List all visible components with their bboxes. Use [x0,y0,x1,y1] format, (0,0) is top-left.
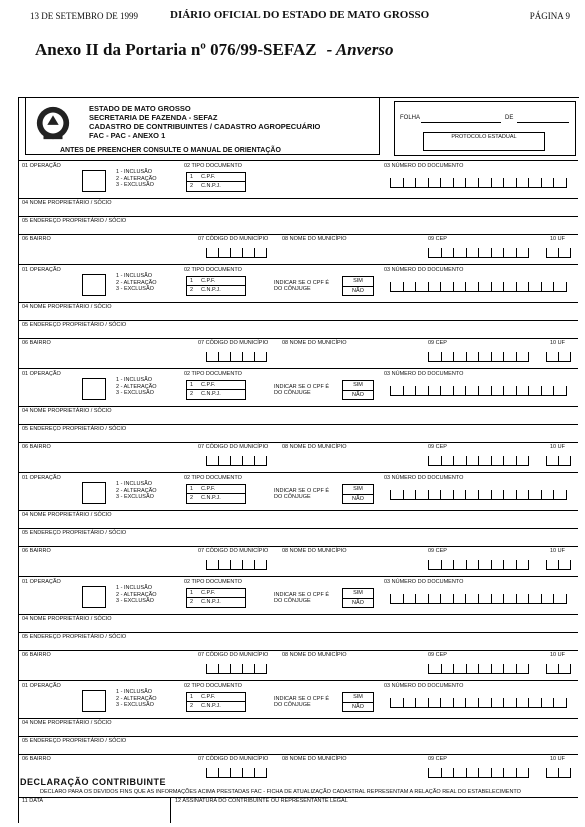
header-line: CADASTRO DE CONTRIBUINTES / CADASTRO AGROPECUÁRIO [89,122,321,131]
uf-label: 10 UF [550,340,565,346]
header-line: SECRETARIA DE FAZENDA - SEFAZ [89,113,218,122]
option-item: 1 - INCLUSÃO [116,273,153,279]
document-type-box[interactable] [186,380,246,400]
form-header-lines [89,104,320,140]
cnpj-option[interactable]: 2 C.N.P.J. [190,495,221,501]
cep-label: 09 CEP [428,652,447,658]
option-item: 2 - ALTERAÇÃO [116,487,157,494]
row-line [18,216,578,217]
nome-label: 04 NOME PROPRIETÁRIO / SÓCIO [22,200,112,206]
nome-label: 04 NOME PROPRIETÁRIO / SÓCIO [22,512,112,518]
uf-label: 10 UF [550,652,565,658]
yes-option[interactable]: SIM [343,277,373,287]
uf-label: 10 UF [550,548,565,554]
document-type-box[interactable] [186,172,246,192]
numero-documento-label: 03 NÚMERO DO DOCUMENTO [384,371,464,377]
option-item: 3 - EXCLUSÃO [116,598,154,604]
tipo-documento-label: 02 TIPO DOCUMENTO [184,163,242,169]
row-line [18,650,578,651]
bairro-label: 06 BAIRRO [22,444,51,450]
option-item: 2 - ALTERAÇÃO [116,175,157,182]
operacao-options [116,273,157,293]
operacao-label: 01 OPERAÇÃO [22,579,61,585]
record-block [18,264,578,366]
conjuge-label: INDICAR SE O CPF É DO CÔNJUGE [274,488,330,500]
row-line [18,368,578,369]
header-line: ESTADO DE MATO GROSSO [89,104,191,113]
cod-municipio-label: 07 CÓDIGO DO MUNICÍPIO [198,444,269,450]
numero-documento-label: 03 NÚMERO DO DOCUMENTO [384,267,464,273]
nome-municipio-label: 08 NOME DO MUNICÍPIO [282,340,347,346]
endereco-label: 05 ENDEREÇO PROPRIETÁRIO / SÓCIO [22,738,127,744]
protocol-box[interactable] [423,132,545,151]
cnpj-option[interactable]: 2 C.N.P.J. [190,703,221,709]
operacao-input[interactable] [82,274,106,296]
option-item: 3 - EXCLUSÃO [116,286,154,292]
uf-input[interactable] [546,768,570,778]
cnpj-option[interactable]: 2 C.N.P.J. [190,183,221,189]
cod-municipio-label: 07 CÓDIGO DO MUNICÍPIO [198,548,269,554]
nome-label: 04 NOME PROPRIETÁRIO / SÓCIO [22,616,112,622]
nome-municipio-label: 08 NOME DO MUNICÍPIO [282,652,347,658]
tipo-documento-label: 02 TIPO DOCUMENTO [184,579,242,585]
record-block [18,472,578,574]
operacao-input[interactable] [82,170,106,192]
cod-municipio-input[interactable] [206,248,266,258]
cep-input[interactable] [428,664,528,674]
cod-municipio-input[interactable] [206,560,266,570]
operacao-input[interactable] [82,378,106,400]
conjuge-label: INDICAR SE O CPF É DO CÔNJUGE [274,696,330,708]
no-option[interactable]: NÃO [352,392,364,398]
cod-municipio-input[interactable] [206,664,266,674]
nome-municipio-label: 08 NOME DO MUNICÍPIO [282,548,347,554]
header-journal-title: DIÁRIO OFICIAL DO ESTADO DE MATO GROSSO [170,9,430,21]
option-item: 2 - ALTERAÇÃO [116,591,157,598]
numero-documento-input[interactable] [390,386,566,396]
nome-label: 04 NOME PROPRIETÁRIO / SÓCIO [22,720,112,726]
cep-input[interactable] [428,352,528,362]
cod-municipio-label: 07 CÓDIGO DO MUNICÍPIO [198,236,269,242]
cep-label: 09 CEP [428,756,447,762]
header-page-number: PÁGINA 9 [529,11,570,21]
row-line [18,546,578,547]
option-item: 2 - ALTERAÇÃO [116,383,157,390]
no-option[interactable]: NÃO [352,704,364,710]
uf-input[interactable] [546,664,570,674]
numero-documento-label: 03 NÚMERO DO DOCUMENTO [384,579,464,585]
option-item: 1 - INCLUSÃO [116,689,153,695]
bairro-label: 06 BAIRRO [22,236,51,242]
conjuge-yes-no[interactable] [342,484,374,504]
de-label: DE [505,115,514,121]
de-line[interactable] [517,122,569,123]
cep-label: 09 CEP [428,340,447,346]
signature-field-label: 12 ASSINATURA DO CONTRIBUINTE OU REPRESENTANTE LEGAL [175,798,348,804]
option-item: 2 - ALTERAÇÃO [116,279,157,286]
row-line [18,320,578,321]
operacao-options [116,481,157,501]
cpf-option[interactable]: 1 C.P.F. [187,693,245,702]
cnpj-option[interactable]: 2 C.N.P.J. [190,391,221,397]
cep-label: 09 CEP [428,444,447,450]
operacao-input[interactable] [82,690,106,712]
yes-option[interactable]: SIM [343,485,373,495]
folha-label: FOLHA [400,115,421,121]
numero-documento-label: 03 NÚMERO DO DOCUMENTO [384,475,464,481]
nome-municipio-label: 08 NOME DO MUNICÍPIO [282,756,347,762]
uf-label: 10 UF [550,236,565,242]
option-item: 3 - EXCLUSÃO [116,702,154,708]
tipo-documento-label: 02 TIPO DOCUMENTO [184,475,242,481]
option-item: 3 - EXCLUSÃO [116,182,154,188]
option-item: 1 - INCLUSÃO [116,377,153,383]
uf-input[interactable] [546,560,570,570]
row-line [18,198,578,199]
row-line [18,234,578,235]
document-type-box[interactable] [186,692,246,712]
page-header [30,9,570,23]
bairro-label: 06 BAIRRO [22,548,51,554]
operacao-label: 01 OPERAÇÃO [22,683,61,689]
nome-label: 04 NOME PROPRIETÁRIO / SÓCIO [22,304,112,310]
endereco-label: 05 ENDEREÇO PROPRIETÁRIO / SÓCIO [22,634,127,640]
row-line [18,160,578,161]
conjuge-yes-no[interactable] [342,380,374,400]
folha-line[interactable] [421,122,501,123]
header-date: 13 DE SETEMBRO DE 1999 [30,11,138,21]
conjuge-yes-no[interactable] [342,692,374,712]
numero-documento-label: 03 NÚMERO DO DOCUMENTO [384,163,464,169]
bairro-label: 06 BAIRRO [22,756,51,762]
cod-municipio-input[interactable] [206,352,266,362]
record-block [18,576,578,678]
declaration-title: DECLARAÇÃO CONTRIBUINTE [20,777,166,787]
row-line [18,576,578,577]
nome-municipio-label: 08 NOME DO MUNICÍPIO [282,236,347,242]
operacao-label: 01 OPERAÇÃO [22,475,61,481]
option-item: 3 - EXCLUSÃO [116,494,154,500]
footer-divider [170,797,171,823]
numero-documento-input[interactable] [390,698,566,708]
operacao-options [116,689,157,709]
annex-title: Anexo II da Portaria nº 076/99-SEFAZ [35,40,317,59]
date-field-label: 11 DATA [22,798,44,804]
option-item: 3 - EXCLUSÃO [116,390,154,396]
record-block [18,680,578,782]
cod-municipio-input[interactable] [206,768,266,778]
bairro-label: 06 BAIRRO [22,340,51,346]
header-line: FAC - PAC - ANEXO 1 [89,131,166,140]
row-line [18,338,578,339]
page-count-box [394,101,576,156]
numero-documento-label: 03 NÚMERO DO DOCUMENTO [384,683,464,689]
row-line [18,528,578,529]
bairro-label: 06 BAIRRO [22,652,51,658]
declaration-text: DECLARO PARA OS DEVIDOS FINS QUE AS INFORMAÇÕES ACIMA PRESTADAS FAC - FICHA DE ATUALIZAÇÃO CADASTRAL REPRESENTAM A RELAÇÃO REAL DO ESTABELECIMENTO [40,789,521,795]
row-line [18,510,578,511]
endereco-label: 05 ENDEREÇO PROPRIETÁRIO / SÓCIO [22,426,127,432]
cpf-option[interactable]: 1 C.P.F. [187,173,245,182]
cod-municipio-label: 07 CÓDIGO DO MUNICÍPIO [198,340,269,346]
cpf-option[interactable]: 1 C.P.F. [187,381,245,390]
numero-documento-input[interactable] [390,282,566,292]
nome-municipio-label: 08 NOME DO MUNICÍPIO [282,444,347,450]
document-type-box[interactable] [186,484,246,504]
conjuge-yes-no[interactable] [342,276,374,296]
yes-option[interactable]: SIM [343,589,373,599]
cod-municipio-label: 07 CÓDIGO DO MUNICÍPIO [198,652,269,658]
cep-input[interactable] [428,456,528,466]
row-line [18,632,578,633]
endereco-label: 05 ENDEREÇO PROPRIETÁRIO / SÓCIO [22,218,127,224]
cep-label: 09 CEP [428,548,447,554]
state-crest-icon [34,104,72,142]
cod-municipio-input[interactable] [206,456,266,466]
record-block [18,368,578,470]
protocol-label: PROTOCOLO ESTADUAL [451,134,517,140]
cpf-option[interactable]: 1 C.P.F. [187,277,245,286]
option-item: 1 - INCLUSÃO [116,169,153,175]
operacao-options [116,585,157,605]
nome-label: 04 NOME PROPRIETÁRIO / SÓCIO [22,408,112,414]
endereco-label: 05 ENDEREÇO PROPRIETÁRIO / SÓCIO [22,322,127,328]
no-option[interactable]: NÃO [352,288,364,294]
document-title [35,40,393,60]
option-item: 1 - INCLUSÃO [116,481,153,487]
row-line [18,680,578,681]
conjuge-label: INDICAR SE O CPF É DO CÔNJUGE [274,384,330,396]
conjuge-label: INDICAR SE O CPF É DO CÔNJUGE [274,280,330,292]
row-line [18,264,578,265]
operacao-options [116,169,157,189]
cod-municipio-label: 07 CÓDIGO DO MUNICÍPIO [198,756,269,762]
cnpj-option[interactable]: 2 C.N.P.J. [190,599,221,605]
endereco-label: 05 ENDEREÇO PROPRIETÁRIO / SÓCIO [22,530,127,536]
operacao-label: 01 OPERAÇÃO [22,371,61,377]
tipo-documento-label: 02 TIPO DOCUMENTO [184,371,242,377]
uf-input[interactable] [546,352,570,362]
uf-label: 10 UF [550,444,565,450]
row-line [18,472,578,473]
option-item: 2 - ALTERAÇÃO [116,695,157,702]
cep-input[interactable] [428,768,528,778]
uf-input[interactable] [546,456,570,466]
row-line [18,442,578,443]
uf-input[interactable] [546,248,570,258]
numero-documento-input[interactable] [390,178,566,188]
cpf-option[interactable]: 1 C.P.F. [187,485,245,494]
no-option[interactable]: NÃO [352,496,364,502]
conjuge-label: INDICAR SE O CPF É DO CÔNJUGE [274,592,330,604]
row-line [18,424,578,425]
cep-input[interactable] [428,248,528,258]
operacao-input[interactable] [82,586,106,608]
annex-side: - Anverso [326,40,394,59]
yes-option[interactable]: SIM [343,693,373,703]
document-type-box[interactable] [186,588,246,608]
cep-label: 09 CEP [428,236,447,242]
tipo-documento-label: 02 TIPO DOCUMENTO [184,683,242,689]
row-line [18,302,578,303]
yes-option[interactable]: SIM [343,381,373,391]
cnpj-option[interactable]: 2 C.N.P.J. [190,287,221,293]
operacao-label: 01 OPERAÇÃO [22,163,61,169]
operacao-input[interactable] [82,482,106,504]
record-block [18,160,578,262]
numero-documento-input[interactable] [390,594,566,604]
no-option[interactable]: NÃO [352,600,364,606]
document-type-box[interactable] [186,276,246,296]
numero-documento-input[interactable] [390,490,566,500]
row-line [18,406,578,407]
row-line [18,736,578,737]
tipo-documento-label: 02 TIPO DOCUMENTO [184,267,242,273]
cep-input[interactable] [428,560,528,570]
row-line [18,718,578,719]
row-line [18,614,578,615]
cpf-option[interactable]: 1 C.P.F. [187,589,245,598]
fill-guide-note: ANTES DE PREENCHER CONSULTE O MANUAL DE ORIENTAÇÃO [60,147,281,154]
option-item: 1 - INCLUSÃO [116,585,153,591]
operacao-options [116,377,157,397]
row-line [18,754,578,755]
uf-label: 10 UF [550,756,565,762]
operacao-label: 01 OPERAÇÃO [22,267,61,273]
conjuge-yes-no[interactable] [342,588,374,608]
